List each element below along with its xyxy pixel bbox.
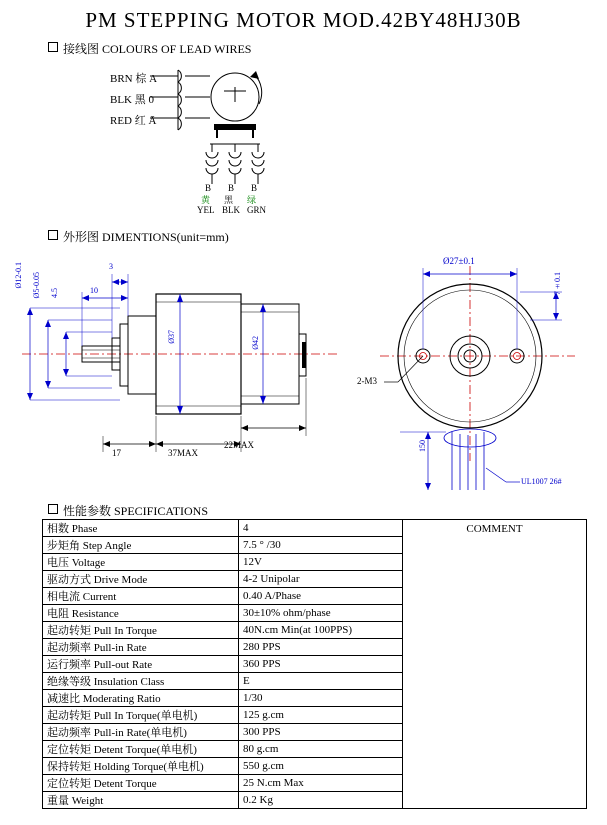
- spec-param: 保持转矩 Holding Torque(单电机): [43, 758, 239, 775]
- spec-param: 运行频率 Pull-out Rate: [43, 656, 239, 673]
- spec-value: 0.40 A/Phase: [239, 588, 403, 605]
- checkbox-icon: [48, 230, 58, 240]
- bottom-lead-en-2: BLK: [222, 205, 240, 215]
- dim-label-37max: 37MAX: [168, 448, 199, 458]
- spec-value: 300 PPS: [239, 724, 403, 741]
- dim-label-3: 3: [109, 262, 113, 271]
- bottom-lead-cn-1: 黄: [201, 195, 211, 205]
- specifications-table: [42, 519, 587, 809]
- spec-value: 125 g.cm: [239, 707, 403, 724]
- comment-header: COMMENT: [403, 520, 587, 809]
- callout-2-m3: 2-M3: [357, 376, 377, 386]
- spec-value: 550 g.cm: [239, 758, 403, 775]
- spec-param: 重量 Weight: [43, 792, 239, 809]
- page-title: PM STEPPING MOTOR MOD.42BY48HJ30B: [85, 8, 522, 32]
- spec-value: 280 PPS: [239, 639, 403, 656]
- spec-value: E: [239, 673, 403, 690]
- dim-label-d5: Ø5-0.05: [32, 272, 41, 299]
- spec-value: 4-2 Unipolar: [239, 571, 403, 588]
- spec-param: 起动转矩 Pull In Torque(单电机): [43, 707, 239, 724]
- spec-param: 电压 Voltage: [43, 554, 239, 571]
- spec-param: 减速比 Moderating Ratio: [43, 690, 239, 707]
- spec-param: 相电流 Current: [43, 588, 239, 605]
- checkbox-icon: [48, 504, 58, 514]
- spec-value: 360 PPS: [239, 656, 403, 673]
- spec-value: 4: [239, 520, 403, 537]
- dim-label-d42: Ø42: [251, 336, 260, 350]
- spec-value: 40N.cm Min(at 100PPS): [239, 622, 403, 639]
- callout-wire-type: UL1007 26#: [521, 477, 562, 486]
- lead-label-brn: BRN 棕 A: [110, 73, 158, 85]
- bottom-lead-letter-2: B: [228, 183, 235, 193]
- dim-label-d37: Ø37: [167, 330, 176, 344]
- bottom-lead-letter-3: B: [251, 183, 258, 193]
- spec-param: 起动转矩 Pull In Torque: [43, 622, 239, 639]
- checkbox-icon: [48, 42, 58, 52]
- spec-param: 步矩角 Step Angle: [43, 537, 239, 554]
- spec-value: 12V: [239, 554, 403, 571]
- front-view-drawing: [360, 246, 600, 496]
- spec-value: 80 g.cm: [239, 741, 403, 758]
- section-heading-dimensions: 外形图 DIMENTIONS(unit=mm): [48, 228, 229, 245]
- spec-param: 驱动方式 Drive Mode: [43, 571, 239, 588]
- spec-param: 电阻 Resistance: [43, 605, 239, 622]
- spec-param: 绝缘等级 Insulation Class: [43, 673, 239, 690]
- dim-label-d12: Ø12-0.1: [14, 262, 23, 289]
- dim-label-d27: Ø27±0.1: [443, 256, 475, 266]
- bottom-lead-en-1: YEL: [197, 205, 215, 215]
- dim-label-4-5: 4.5: [50, 288, 59, 298]
- spec-value: 7.5 ° /30: [239, 537, 403, 554]
- wiring-schematic: [150, 60, 300, 205]
- bottom-lead-letter-1: B: [205, 183, 212, 193]
- dim-label-17: 17: [112, 448, 121, 458]
- section-heading-wiring: 接线图 COLOURS OF LEAD WIRES: [48, 40, 251, 57]
- spec-value: 1/30: [239, 690, 403, 707]
- spec-param: 相数 Phase: [43, 520, 239, 537]
- dim-label-10: 10: [90, 286, 98, 295]
- spec-param: 定位转矩 Detent Torque: [43, 775, 239, 792]
- lead-label-blk: BLK 黑 0: [110, 94, 154, 106]
- lead-label-red: RED 红 Ā: [110, 115, 157, 127]
- spec-value: 0.2 Kg: [239, 792, 403, 809]
- bottom-lead-cn-2: 黑: [224, 195, 234, 205]
- spec-value: 30±10% ohm/phase: [239, 605, 403, 622]
- bottom-lead-cn-3: 绿: [247, 195, 257, 205]
- section-heading-specs: 性能参数 SPECIFICATIONS: [48, 502, 208, 519]
- spec-param: 起动频率 Pull-in Rate: [43, 639, 239, 656]
- dim-label-150: 150: [418, 440, 427, 452]
- spec-value: 25 N.cm Max: [239, 775, 403, 792]
- dim-label-22max: 22MAX: [224, 440, 255, 450]
- spec-param: 起动频率 Pull-in Rate(单电机): [43, 724, 239, 741]
- table-row: [43, 520, 587, 537]
- spec-param: 定位转矩 Detent Torque(单电机): [43, 741, 239, 758]
- bottom-lead-en-3: GRN: [247, 205, 267, 215]
- dim-label-7: 7±0.1: [553, 272, 562, 295]
